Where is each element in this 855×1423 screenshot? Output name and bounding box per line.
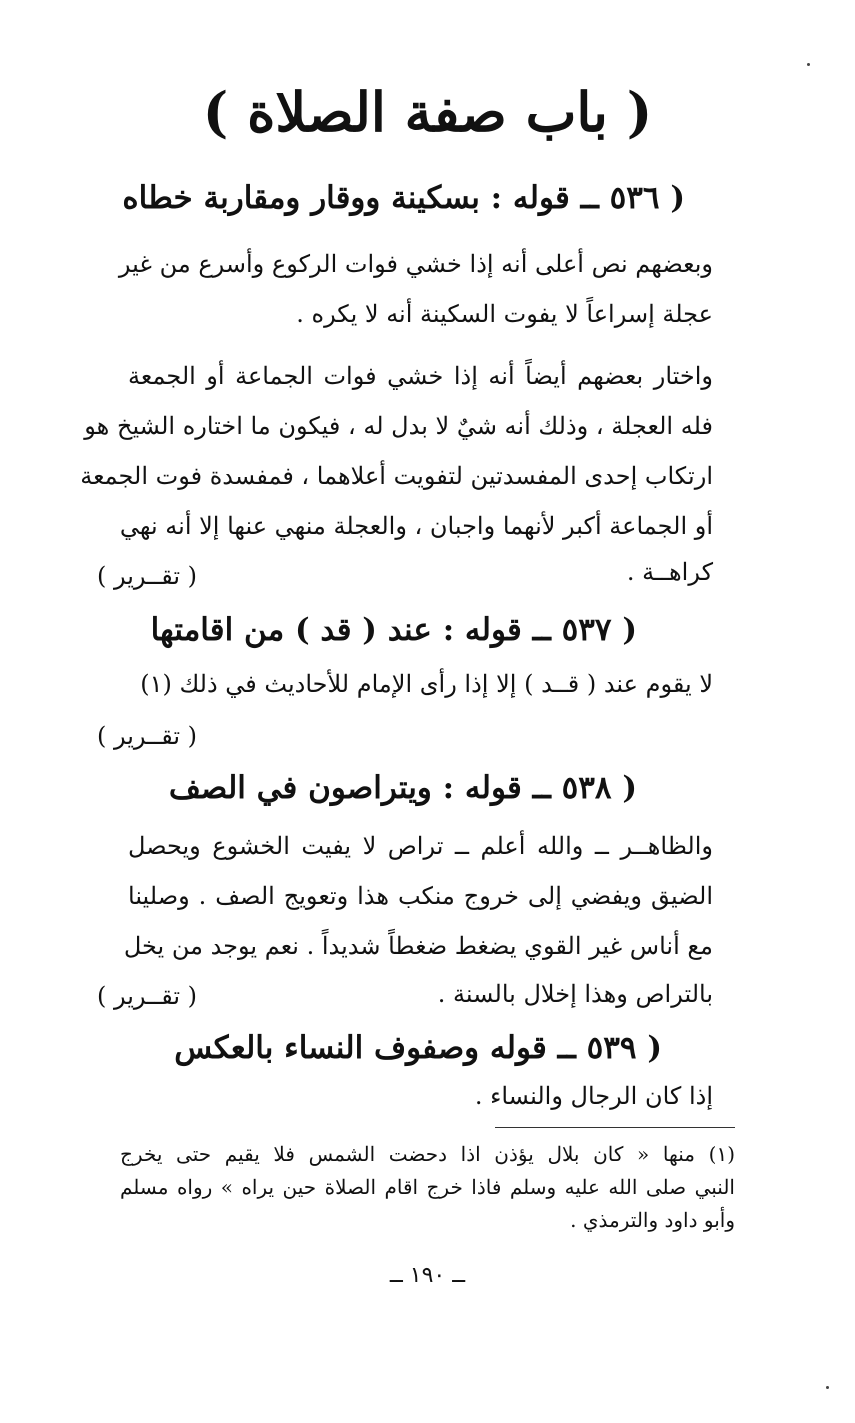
paragraph-line: ارتكاب إحدى المفسدتين لتفويت أعلاهما ، فمفسدة فوت الجمعة: [80, 462, 713, 490]
scan-speck: [826, 1386, 829, 1389]
footnote-line: النبي صلى الله عليه وسلم فاذا خرج اقام الصلاة حين يراه » رواه مسلم: [120, 1175, 735, 1199]
paragraph-line: واختار بعضهم أيضاً أنه إذا خشي فوات الجماعة أو الجمعة: [128, 362, 713, 390]
paragraph-line: بالتراص وهذا إخلال بالسنة .: [437, 980, 713, 1008]
paragraph-line: مع أناس غير القوي يضغط ضغطاً شديداً . نعم يوجد من يخل: [123, 932, 713, 960]
paragraph-line: والظاهــر ــ والله أعلم ــ تراص لا يفيت الخشوع ويحصل: [128, 832, 713, 860]
paragraph-line: عجلة إسراعاً لا يفوت السكينة أنه لا يكره .: [296, 300, 713, 328]
signature-taqrir: ( تقــرير ): [97, 562, 198, 590]
section-heading-537: ( ٥٣٧ ــ قوله : عند ( قد ) من اقامتها: [150, 612, 637, 648]
page-number: ــ ١٩٠ ــ: [389, 1263, 466, 1288]
chapter-title: ( باب صفة الصلاة ): [202, 80, 653, 144]
paragraph-line: فله العجلة ، وذلك أنه شيٌ لا بدل له ، فيكون ما اختاره الشيخ هو: [84, 412, 713, 440]
paragraph-line: كراهــة .: [626, 558, 713, 586]
section-heading-538: ( ٥٣٨ ــ قوله : ويتراصون في الصف: [168, 770, 637, 806]
paragraph-line: وبعضهم نص أعلى أنه إذا خشي فوات الركوع وأسرع من غير: [118, 250, 713, 278]
paragraph-line: أو الجماعة أكبر لأنهما واجبان ، والعجلة منهي عنها إلا أنه نهي: [119, 512, 713, 540]
signature-taqrir: ( تقــرير ): [97, 722, 198, 750]
footnote-line: وأبو داود والترمذي .: [570, 1208, 735, 1232]
footnote-separator: [495, 1127, 735, 1128]
scan-speck: [807, 63, 810, 66]
paragraph-line: الضيق ويفضي إلى خروج منكب هذا وتعويج الصف . وصلينا: [128, 882, 713, 910]
section-heading-539: ( ٥٣٩ ــ قوله وصفوف النساء بالعكس: [174, 1030, 662, 1066]
paragraph-line: لا يقوم عند ( قــد ) إلا إذا رأى الإمام للأحاديث في ذلك (١): [140, 670, 713, 698]
section-heading-536: ( ٥٣٦ ــ قوله : بسكينة ووقار ومقاربة خطاه: [122, 180, 685, 216]
signature-taqrir: ( تقــرير ): [97, 982, 198, 1010]
footnote-line: (١) منها « كان بلال يؤذن اذا دحضت الشمس فلا يقيم حتى يخرج: [120, 1142, 735, 1166]
paragraph-line: إذا كان الرجال والنساء .: [474, 1082, 713, 1110]
